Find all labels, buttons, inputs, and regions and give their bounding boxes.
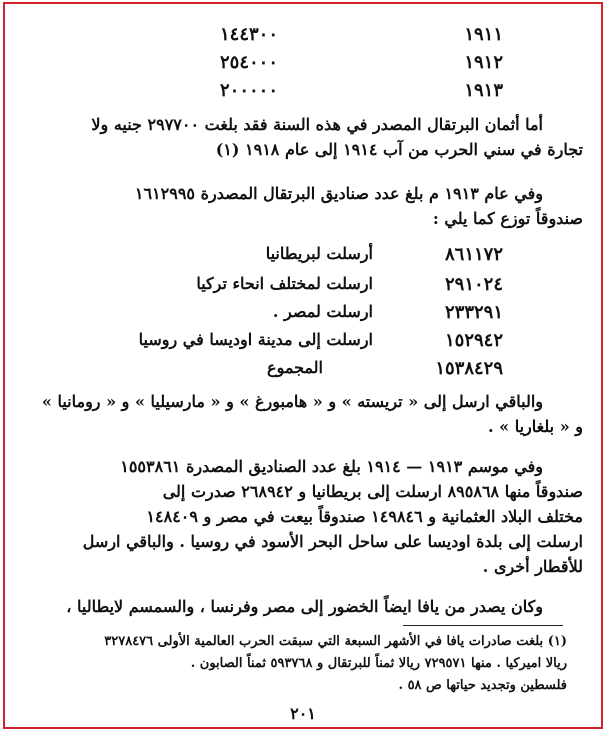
export-year: ١٩١١ (464, 24, 503, 45)
page-number: ٢٠١ (290, 704, 316, 723)
export-value: ١٤٤٣٠٠ (219, 24, 278, 45)
page-frame (3, 2, 603, 729)
distribution-number: ١٥٣٨٤٢٩ (435, 358, 503, 379)
distribution-number: ١٥٢٩٤٢ (444, 330, 503, 351)
export-year: ١٩١٣ (464, 80, 503, 101)
paragraph-line: صندوقاً توزع كما يلي : (432, 209, 583, 228)
distribution-number: ٨٦١١٧٢ (444, 244, 503, 265)
paragraph-line: للأقطار أخرى . (482, 557, 583, 576)
paragraph-line: مختلف البلاد العثمانية و ١٤٩٨٤٦ صندوقاً بيعت في مصر و ١٤٨٤٠٩ (146, 507, 583, 526)
export-row (23, 80, 583, 106)
paragraph-line: وكان يصدر من يافا ايضاً الخضور إلى مصر وفرنسا ، والسمسم لايطاليا ، (66, 597, 543, 616)
paragraph-line: ارسلت إلى بلدة اوديسا على ساحل البحر الأسود في روسيا . والباقي ارسل (82, 532, 583, 551)
distribution-row (23, 330, 583, 356)
distribution-number: ٢٣٣٢٩١ (444, 302, 503, 323)
footnote-rule (403, 625, 563, 626)
paragraph-line: وفي عام ١٩١٣ م بلغ عدد صناديق البرتقال المصدرة ١٦١٢٩٩٥ (134, 184, 543, 203)
export-value: ٢٥٤٠٠٠ (219, 52, 278, 73)
distribution-destination: ارسلت لمصر . (272, 302, 373, 321)
footnote-line: فلسطين وتجديد حياتها ص ٥٨ . (398, 678, 567, 693)
paragraph-line: والباقي ارسل إلى « تريسته » و « هامبورغ » و « مارسيليا » و « رومانيا » (41, 392, 543, 411)
distribution-row (23, 274, 583, 300)
footnote-line: ريالا اميركيا . منها ٧٢٩٥٧١ ريالا ثمناً للبرتقال و ٥٩٣٧٦٨ ثمناً الصابون . (190, 656, 567, 671)
distribution-row (23, 244, 583, 270)
distribution-destination: ارسلت إلى مدينة اوديسا في روسيا (138, 330, 373, 349)
paragraph-line: وفي موسم ١٩١٣ — ١٩١٤ بلغ عدد الصناديق المصدرة ١٥٥٣٨٦١ (120, 457, 543, 476)
paragraph-line: صندوقاً منها ٨٩٥٨٦٨ ارسلت إلى بريطانيا و ٢٦٨٩٤٢ صدرت إلى (162, 482, 583, 501)
distribution-destination: ارسلت لمختلف انحاء تركيا (196, 274, 373, 293)
export-row (23, 52, 583, 78)
book-page (23, 12, 583, 724)
distribution-total-label: المجموع (267, 358, 323, 377)
distribution-destination: أرسلت لبريطانيا (265, 244, 373, 263)
distribution-number: ٢٩١٠٢٤ (444, 274, 503, 295)
export-value: ٢٠٠٠٠٠ (219, 80, 278, 101)
export-year: ١٩١٢ (464, 52, 503, 73)
distribution-row (23, 302, 583, 328)
export-row (23, 24, 583, 50)
paragraph-line: أما أثمان البرتقال المصدر في هذه السنة فقد بلغت ٢٩٧٧٠٠ جنيه ولا (91, 115, 543, 134)
paragraph-line: تجارة في سني الحرب من آب ١٩١٤ إلى عام ١٩١٨ (١) (215, 140, 583, 159)
paragraph-line: و « بلغاريا » . (488, 417, 583, 436)
footnote-line: (١) بلغت صادرات يافا في الأشهر السبعة التي سبقت الحرب العالمية الأولى ٣٢٧٨٤٧٦ (104, 634, 567, 649)
distribution-total-row (23, 358, 583, 384)
